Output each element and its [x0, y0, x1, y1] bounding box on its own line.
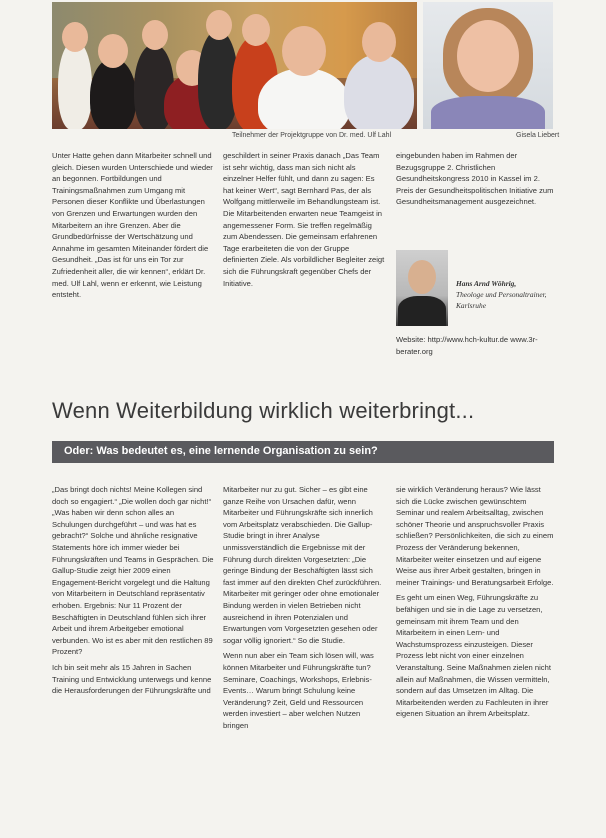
- article-column-3-para-2: Es geht um einen Weg, Führungskräfte zu befähigen und sie in die Lage zu versetzen, gemeinsam mit ihrem Team und den Mitarbeitern in einen Lern- und Wachstumsprozess einzusteigen. Dieser Prozess lebt nicht von einer einzelnen Veranstaltung. Seine Maßnahmen zielen nicht allein auf Maßnahmen, die Wissen vermitteln, sondern auf das Umsetzen im Alltag. Die Mitarbeitenden werden zu Fachleuten in ihrer eigenen Situation an ihrem Arbeitsplatz.: [396, 593, 551, 719]
- article-column-2: [223, 484, 385, 735]
- top-column-2-text: geschildert in seiner Praxis danach „Das Team ist sehr wichtig, dass man sich nicht als einzelner Helfer fühlt, und dann zu sagen: Es hat keiner Wert“, sagt Bernhard Pas, der als Wolfgang mittlerweile im Behandlungsteam ist. Die Mitarbeitenden erwarten neue Teamgeist in angemessener Form. Sie treffen regelmäßig zum Abendessen. Die gemeinsam erfahrenen Tage erarbeiteten die von der Gruppe definierten Ziele. Als vorbildlicher Begleiter zeigt sich die Führungskraft gegenüber Chefs der Initiative.: [223, 151, 385, 288]
- article-column-1-para-1: „Das bringt doch nichts! Meine Kollegen sind doch so engagiert.“ „Die wollen doch gar nicht!“ „Was haben wir denn schon alles an Schulungen durchgeführt – und was hat es gebracht?“ Solche und ähnliche resignative Statements höre ich immer wieder bei Führungskräften und Teams in Gesprächen. Die Gallup-Studie zeigt hier 2009 einen Engagement-Bericht vorgelegt und die Haltung von Mitarbeitern in Deutschland repräsentativ erhoben. Ergebnis: Nur 11 Prozent der Beschäftigten in Deutschland fühlen sich ihrer Arbeit und ihrem Arbeitgeber emotional verbunden. Wo ist es aber mit den restlichen 89 Prozent?: [52, 485, 214, 657]
- author-credit: [456, 278, 556, 311]
- top-column-3-text: eingebunden haben im Rahmen der Bezugsgruppe 2. Christlichen Gesundheitskongress 2010 in Kassel im 2. Preis der Gesundheitspolitischen Initiative zum Gesundheitsmanagement ausgezeichnet.: [396, 151, 554, 207]
- portrait-photo-caption: Gisela Liebert: [516, 132, 560, 139]
- article-headline: Wenn Weiterbildung wirklich weiterbringt...: [52, 398, 475, 423]
- article-column-3-para-1: sie wirklich Veränderung heraus? Wie lässt sich die Lücke zwischen gewünschtem Seminar und realem Arbeitsalltag, zwischen schöner Theorie und anspruchsvoller Praxis schließen? Persönlichkeiten, die sich zu einem Prozess der Veränderung bekennen, Mitarbeiter weiter einsetzen und auf eigene Weise aus ihrer Arbeit gestalten, bringen in meiner Trainings- und Beratungsarbeit Erfolge.: [396, 485, 554, 587]
- article-column-2-para-2: Wenn nun aber ein Team sich lösen will, was können Mitarbeiter und Führungskräfte tun? Seminare, Coachings, Workshops, Erlebnis-Events… Warum bringt Schulung keine Veränderung? Zeit, Geld und Ressourcen werden investiert – aber welchen Nutzen bringen: [223, 651, 374, 730]
- top-column-2: [223, 150, 385, 293]
- top-column-1-text: Unter Hatte gehen dann Mitarbeiter schnell und gleich. Diesen wurden Unterschiede und wieder an begonnen. Fortbildungen und Trainingsmaßnahmen zum Umgang mit Personen dieser Konflikte und Überlastungen von Grenzen und Erwartungen wurden den Mitarbeitern an ihre Grenzen. Aber die Grundbedürfnisse der Wertschätzung und Annahme im gesamten Miteinander fördert die Gesundheit. „Das ist für uns ein Tor zur Zufriedenheit aller, die wir kennen“, erklärt Dr. med. Ulf Lahl, wenn er erkennt, wie Leistung entsteht.: [52, 151, 213, 300]
- article-column-3: [396, 484, 556, 724]
- subheadline-bar: [52, 441, 554, 463]
- team-photo: [52, 2, 417, 129]
- author-photo: [396, 250, 448, 326]
- author-role: Theologe und Personaltrainer, Karlsruhe: [456, 290, 547, 310]
- team-photo-caption: Teilnehmer der Projektgruppe von Dr. med. Ulf Lahl: [232, 132, 392, 139]
- top-column-3: [396, 150, 556, 212]
- article-subheadline: Oder: Was bedeutet es, eine lernende Organisation zu sein?: [64, 445, 378, 457]
- top-column-1: [52, 150, 214, 305]
- author-name: Hans Arnd Wöhrig,: [456, 279, 517, 288]
- article-column-1-para-2: Ich bin seit mehr als 15 Jahren in Sachen Training und Entwicklung unterwegs und kenne die Herausforderungen der Führungskräfte und: [52, 662, 212, 696]
- article-column-2-para-1: Mitarbeiter nur zu gut. Sicher – es gibt eine ganze Reihe von Ursachen dafür, wenn Mitarbeiter und Führungskräfte sich innerlich vom Arbeitsplatz verabschieden. Die Gallup-Studie bringt in ihrer Analyse unmissverständlich die Ergebnisse mit der Führung durch direkten Vorgesetzten: „Die geringe Bindung der Beschäftigten lässt sich fast immer auf den direkten Chef zurückführen. Mitarbeiter mit geringer oder ohne emotionaler Bindung werden in vielen Betrieben nicht ausreichend in ihren Potenzialen und Erwartungen vom Vorgesetzten gesehen oder sogar völlig ignoriert.“ So die Studie.: [223, 485, 382, 645]
- portrait-photo: [423, 2, 553, 129]
- website-text: Website: http://www.hch-kultur.de www.3r-berater.org: [396, 335, 538, 356]
- article-column-1: [52, 484, 214, 701]
